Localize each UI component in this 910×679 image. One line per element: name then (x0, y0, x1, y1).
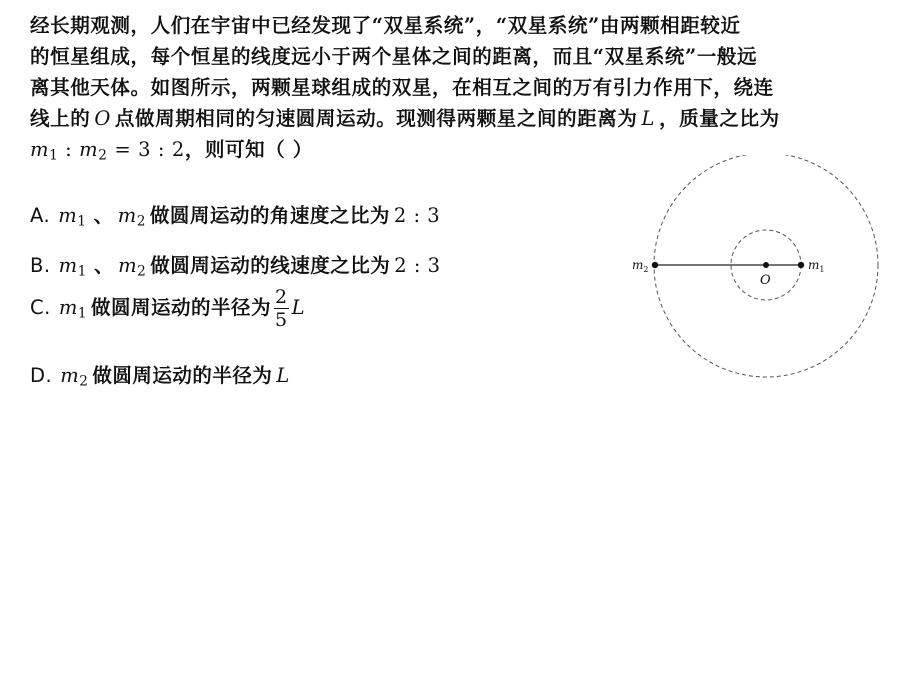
option-c[interactable] (30, 286, 305, 331)
option-b-ratio: 2 : 3 (394, 254, 441, 277)
option-d-letter: D. (30, 364, 53, 387)
stem-line-4 (30, 103, 890, 134)
stem-line-2: 的恒星组成，每个恒星的线度远小于两个星体之间的距离，而且“双星系统”一般远 (30, 45, 758, 68)
option-a-m2: $m_2$ (117, 204, 146, 230)
option-a-ratio: 2 : 3 (393, 204, 441, 227)
option-c-m1: $m_1$ (58, 296, 88, 322)
option-b-text: 做圆周运动的线速度之比为 (150, 254, 391, 277)
stem-line-4-text-c: ，质量之比为 (659, 107, 780, 130)
mass-ratio-value: = 3 : 2 (107, 138, 185, 161)
option-b-m1: $m_1$ (58, 254, 87, 280)
option-d-text: 做圆周运动的半径为 (92, 364, 273, 387)
option-c-l-symbol: L (291, 296, 306, 319)
option-b-separator: 、 (86, 254, 115, 277)
label-m1: $m_1$ (808, 258, 825, 274)
stem-line-4-text-a: 线上的 (30, 107, 91, 130)
distance-l-symbol: L (641, 107, 656, 130)
mass-ratio-m2: $m_2$ (79, 138, 108, 164)
option-b-m2: $m_2$ (118, 254, 147, 280)
option-c-text: 做圆周运动的半径为 (91, 296, 272, 319)
stem-line-5-tail: ，则可知（ ） (184, 138, 313, 161)
option-a-letter: A. (30, 204, 51, 227)
mass-ratio-colon: : (58, 138, 80, 161)
stem-line-1: 经长期观测，人们在宇宙中已经发现了“双星系统”，“双星系统”由两颗相距较近 (30, 14, 741, 37)
option-b-letter: B. (30, 254, 51, 277)
question-stem (30, 10, 890, 171)
option-a-m1: $m_1$ (58, 204, 87, 230)
mass-ratio-m1: $m_1$ (30, 138, 59, 164)
option-c-fraction (274, 286, 289, 331)
stem-line-3: 离其他天体。如图所示，两颗星球组成的双星，在相互之间的万有引力作用下，绕连 (30, 76, 774, 99)
option-a-separator: 、 (86, 204, 114, 227)
option-d-m2: $m_2$ (60, 364, 89, 390)
option-b[interactable] (30, 250, 441, 279)
label-m2: $m_2$ (632, 258, 649, 274)
option-d[interactable] (30, 360, 290, 389)
option-c-fraction-numerator: 2 (275, 286, 288, 308)
point-o-symbol: O (94, 107, 111, 130)
binary-star-diagram (628, 155, 888, 380)
option-a-text: 做圆周运动的角速度之比为 (149, 204, 390, 227)
stem-line-4-text-b: 点做周期相同的匀速圆周运动。现测得两颗星之间的距离为 (114, 107, 638, 130)
option-c-fraction-denominator: 5 (275, 309, 288, 331)
star-m2-dot (652, 262, 658, 268)
option-c-letter: C. (30, 296, 51, 319)
star-m1-dot (798, 262, 804, 268)
center-o-dot (763, 262, 769, 268)
label-o: O (760, 273, 771, 288)
option-a[interactable] (30, 200, 440, 229)
option-d-l-symbol: L (276, 364, 290, 387)
